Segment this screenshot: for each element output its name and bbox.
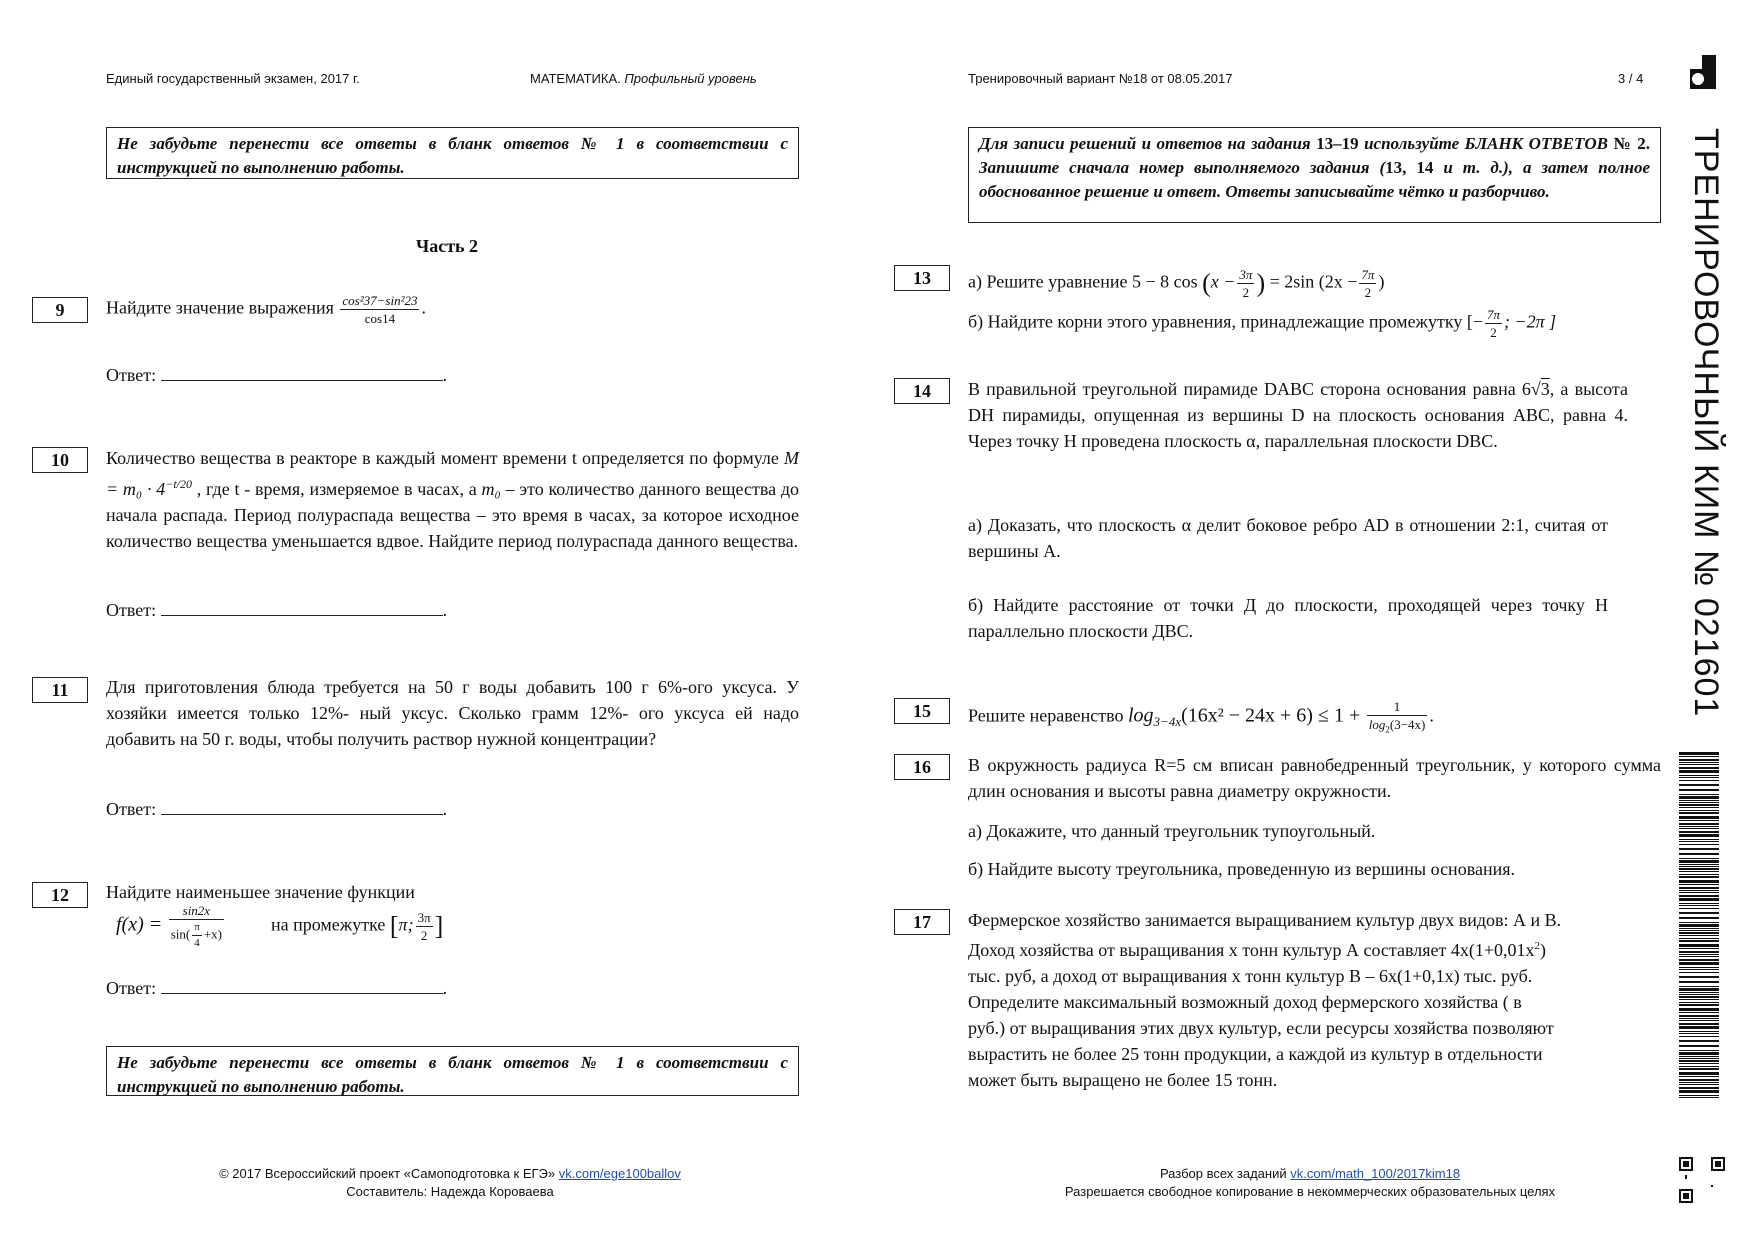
task-13-part-a: а) Решите уравнение 5 − 8 cos (x − $\frac{3\pi}{2}$ ) = 2sin (2x − $\frac{7\pi}{2}$ ) bbox=[968, 267, 1385, 300]
answer-line-10[interactable] bbox=[161, 597, 443, 616]
barcode-icon bbox=[1679, 752, 1719, 1100]
answer-row-9: Ответ: . bbox=[106, 362, 447, 388]
task-number-9: 9 bbox=[32, 297, 88, 323]
task-number-12: 12 bbox=[32, 882, 88, 908]
task-12-text: Найдите наименьшее значение функции bbox=[106, 882, 415, 902]
task-number-17: 17 bbox=[894, 909, 950, 935]
task-10-text: Количество вещества в реакторе в каждый момент времени t определяется по формуле $M = m_0 \cdot 4^{-t/20}$ , где t - время, измеряемое в часах, а m₀ – это количество данного вещества до начала распада. Период полураспада вещества – это время в часах, за которое исходное количество вещества уменьшается вдвое. Найдите период полураспада данного вещества. bbox=[106, 448, 800, 551]
corner-mark-icon bbox=[1690, 55, 1716, 89]
footer-link-math100[interactable]: vk.com/math_100/2017kim18 bbox=[1290, 1166, 1461, 1181]
header-level: Профильный уровень bbox=[624, 71, 757, 86]
header-exam: Единый государственный экзамен, 2017 г. bbox=[106, 71, 360, 86]
task-16-part-b: б) Найдите высоту треугольника, проведенную из вершины основания. bbox=[968, 859, 1515, 879]
answer-row-10: Ответ: . bbox=[106, 597, 447, 623]
task-number-11: 11 bbox=[32, 677, 88, 703]
task-13-part-b: б) Найдите корни этого уравнения, принадлежащие промежутку [− $\frac{7\pi}{2}$ ; −2π ] bbox=[968, 307, 1557, 340]
footer-left: © 2017 Всероссийский проект «Самоподготовка к ЕГЭ» vk.com/ege100ballov Составитель: Надежда Короваева bbox=[219, 1166, 681, 1199]
task-9-fraction: $\frac{\text{cos²37−sin²23}}{\cos 14}$ bbox=[342, 293, 418, 326]
qr-code-icon bbox=[1679, 1157, 1725, 1203]
task-15-text: Решите неравенство $\log_{3-4x}(16x^2 - 24x + 6) \le 1$ + $\frac{1}{\log_2(3-4x)}$ . bbox=[968, 699, 1434, 735]
task-16-text: В окружность радиуса R=5 см вписан равнобедренный треугольник, у которого сумма длин основания и высоты равна диаметру окружности. bbox=[968, 755, 1661, 801]
task-number-16: 16 bbox=[894, 754, 950, 780]
footer-right: Разбор всех заданий vk.com/math_100/2017kim18 Разрешается свободное копирование в некоммерческих образовательных целях bbox=[1064, 1166, 1556, 1199]
task-14-part-b: б) Найдите расстояние от точки Д до плоскости, проходящей через точку Н параллельно плоскости ДВС. bbox=[968, 595, 1608, 641]
task-14-text: В правильной треугольной пирамиде DABC сторона основания равна 6√3, а высота DH пирамиды, опущенная из вершины D на плоскость основания ABC, равна 4. Через точку H проведена плоскость α, параллельная плоскости DBC. bbox=[968, 379, 1628, 451]
task-9-text: Найдите значение выражения $\frac{\text{cos²37−sin²23}}{\cos 14}$ . bbox=[106, 293, 426, 326]
footer-link-ege100ballov[interactable]: vk.com/ege100ballov bbox=[558, 1166, 681, 1181]
part-title: Часть 2 bbox=[416, 236, 479, 256]
task-number-10: 10 bbox=[32, 447, 88, 473]
reminder-top: Не забудьте перенести все ответы в бланк ответов № 1 в соответствии с инструкцией по выполнению работы. bbox=[106, 127, 799, 179]
page-number: 3 / 4 bbox=[1618, 71, 1644, 86]
task-number-15: 15 bbox=[894, 698, 950, 724]
answer-line-12[interactable] bbox=[161, 975, 443, 994]
task-14-part-a: а) Доказать, что плоскость α делит боковое ребро AD в отношении 2:1, считая от вершины А. bbox=[968, 515, 1608, 561]
answer-row-11: Ответ: . bbox=[106, 796, 447, 822]
reminder-bottom: Не забудьте перенести все ответы в бланк ответов № 1 в соответствии с инструкцией по выполнению работы. bbox=[106, 1046, 799, 1096]
task-number-14: 14 bbox=[894, 378, 950, 404]
answer-row-12: Ответ: . bbox=[106, 975, 447, 1001]
header-variant: Тренировочный вариант №18 от 08.05.2017 bbox=[968, 71, 1233, 86]
task-16-part-a: а) Докажите, что данный треугольник тупоугольный. bbox=[968, 821, 1376, 841]
answer-line-11[interactable] bbox=[161, 796, 443, 815]
answer-line-9[interactable] bbox=[161, 362, 443, 381]
header-subject: МАТЕМАТИКА. Профильный уровень bbox=[530, 71, 757, 86]
instruction-box: Для записи решений и ответов на задания 13–19 используйте БЛАНК ОТВЕТОВ № 2. Запишите сначала номер выполняемого задания (13, 14 и т. д.), а затем полное обоснованное решение и ответ. Ответы записывайте чётко и разборчиво. bbox=[968, 127, 1661, 223]
task-11-text: Для приготовления блюда требуется на 50 г воды добавить 100 г 6%-ого уксуса. У хозяйки имеется только 12%- ный уксус. Сколько грамм 12%- ого уксуса ей надо добавить на 50 г. воды, чтобы получить раствор нужной концентрации? bbox=[106, 677, 799, 749]
side-title: ТРЕНИРОВОЧНЫЙ КИМ № 021601 bbox=[1687, 128, 1725, 718]
task-number-13: 13 bbox=[894, 265, 950, 291]
task-17-text: Фермерское хозяйство занимается выращиванием культур двух видов: А и В. Доход хозяйства от выращивания х тонн культур А составляет $4х(1+0,01х^2)$ тыс. руб, а доход от выращивания х тонн культур В – 6х(1+0,1х) тыс. руб. Определите максимальный возможный доход фермерского хозяйства ( в руб.) от выращивания этих двух культур, если ресурсы хозяйства позволяют вырастить не более 25 тонн продукции, а каждой из культур в отдельности может быть выращено не более 15 тонн. bbox=[968, 910, 1562, 1090]
task-12-formula: f(x) = sin2x sin( $\frac{\pi}{4}$ +x) на промежутке [π; $\frac{3\pi}{2}$ ] bbox=[116, 903, 444, 949]
